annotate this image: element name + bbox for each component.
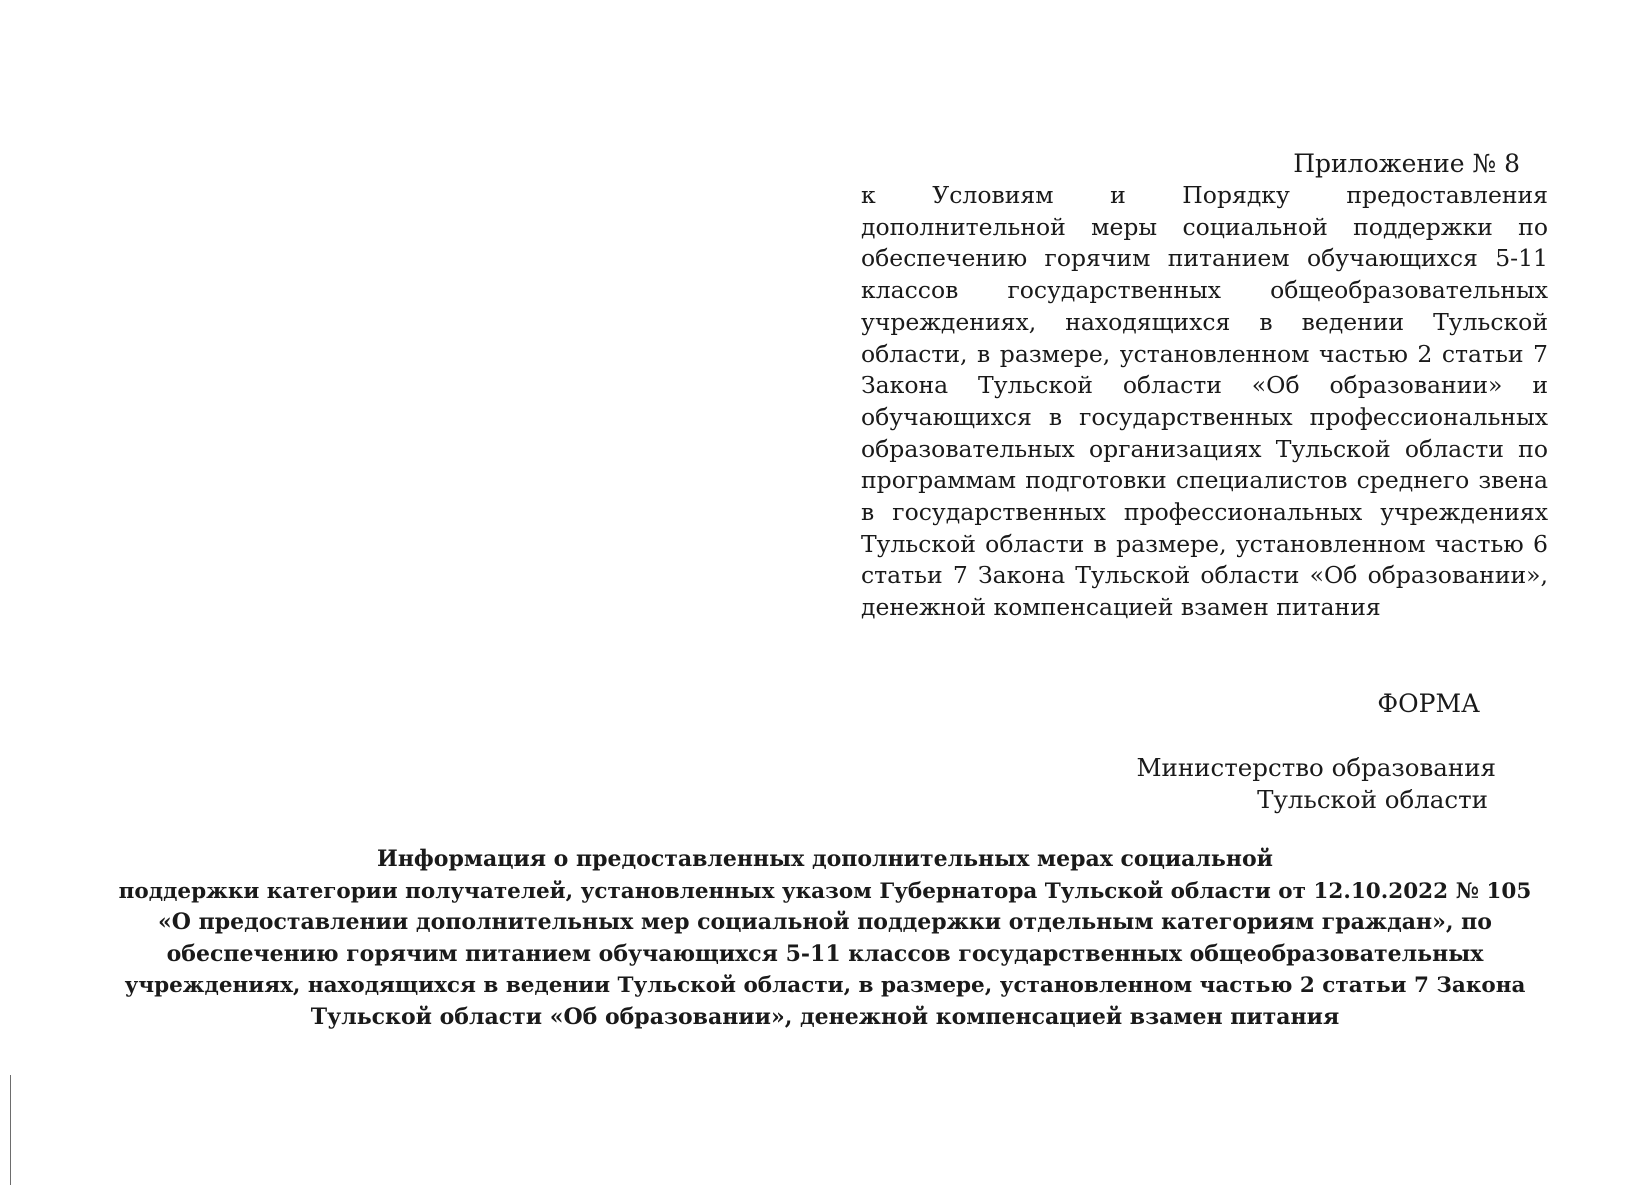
title-line-6: Тульской области «Об образовании», денежной компенсацией взамен питания (310, 1003, 1340, 1030)
title-line-1: Информация о предоставленных дополнительных мерах социальной (377, 846, 1273, 872)
addressee (1100, 752, 1496, 816)
appendix-text: к Условиям и Порядку предоставления дополнительной меры социальной поддержки по обеспечению горячим питанием обучающихся 5-11 классов государственных общеобразовательных учреждениях, находящихся в ведении Тульской области, в размере, установленном частью 2 статьи 7 Закона Тульской области «Об образовании» и обучающихся в государственных профессиональных образовательных организациях Тульской области по программам подготовки специалистов среднего звена в государственных профессиональных учреждениях Тульской области в размере, установленном частью 6 статьи 7 Закона Тульской области «Об образовании», денежной компенсацией взамен питания (861, 181, 1548, 622)
addressee-line-2: Тульской области (1257, 785, 1488, 814)
document-title (110, 844, 1540, 1034)
title-line-3: «О предоставлении дополнительных мер социальной поддержки отдельным категориям граждан», по (158, 909, 1492, 936)
title-line-5: учреждениях, находящихся в ведении Тульской области, в размере, установленном частью 2 статьи 7 Закона (124, 973, 1526, 999)
scan-margin-mark (10, 1075, 11, 1185)
form-label: ФОРМА (1377, 689, 1480, 718)
appendix-number: Приложение № 8 (1293, 149, 1520, 178)
addressee-line-1: Министерство образования (1136, 753, 1496, 782)
title-line-4: обеспечению горячим питанием обучающихся 5-11 классов государственных общеобразовательных (166, 940, 1484, 967)
title-line-2: поддержки категории получателей, установленных указом Губернатора Тульской области от 12.10.2022 № 105 (118, 878, 1532, 904)
appendix-block (861, 148, 1548, 624)
